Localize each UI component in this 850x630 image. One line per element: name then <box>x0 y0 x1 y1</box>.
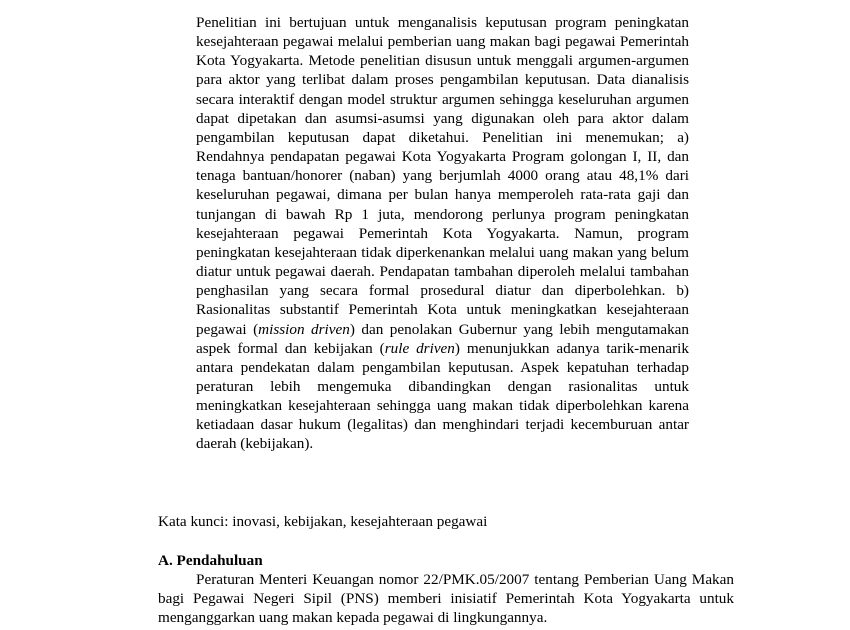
abstract-italic-mission-driven: mission driven <box>258 320 350 338</box>
section-heading-pendahuluan: A. Pendahuluan <box>158 552 263 569</box>
abstract-text-part-2: ) dan penolakan Gubernur yang lebih mengutamakan aspek formal dan kebijakan ( <box>196 320 690 357</box>
abstract-text-part-1: Penelitian ini bertujuan untuk menganalisis keputusan program peningkatan kesejahteraan pegawai melalui pemberian uang makan bagi pegawai Pemerintah Kota Yogyakarta. Metode penelitian disusun untuk menggali argumen-argumen para aktor yang terlibat dalam proses pengambilan keputusan. Data dianalisis secara interaktif dengan model struktur argumen sehingga keseluruhan argumen dapat dipetakan dan asumsi-asumsi yang digunakan oleh para aktor dalam pengambilan keputusan dapat diketahui. Penelitian ini menemukan; a) Rendahnya pendapatan pegawai Kota Yogyakarta Program golongan I, II, dan tenaga bantuan/honorer (naban) yang berjumlah 4000 orang atau 48,1% dari keseluruhan pegawai, dimana per bulan hanya memperoleh rata-rata gaji dan tunjangan di bawah Rp 1 juta, mendorong perlunya program peningkatan kesejahteraan pegawai Pemerintah Kota Yogyakarta. Namun, program peningkatan kesejahteraan tidak diperkenankan melalui uang makan yang belum diatur untuk pegawai daerah. Pendapatan tambahan diperoleh melalui tambahan penghasilan yang secara formal prosedural diatur dan diperbolehkan. b) Rasionalitas substantif Pemerintah Kota untuk meningkatkan kesejahteraan pegawai ( <box>196 14 689 338</box>
abstract-text-part-3: ) menunjukkan adanya tarik-menarik antara pendekatan dalam pengambilan keputusan. Aspek kepatuhan terhadap peraturan lebih mengemuka dibandingkan dengan rasionalitas untuk meningkatkan kesejahteraan sehingga uang makan tidak diperbolehkan karena ketiadaan dasar hukum (legalitas) dan menghindari terjadi kecemburuan antar daerah (kebijakan). <box>196 339 689 453</box>
intro-paragraph: Peraturan Menteri Keuangan nomor 22/PMK.05/2007 tentang Pemberian Uang Makan bagi Pegawai Negeri Sipil (PNS) memberi inisiatif Pemerintah Kota Yogyakarta untuk menganggarkan uang makan kepada pegawai di lingkungannya. <box>158 571 734 626</box>
abstract-paragraph <box>196 13 689 454</box>
keywords-line: Kata kunci: inovasi, kebijakan, kesejahteraan pegawai <box>158 513 488 530</box>
abstract-italic-rule-driven: rule driven <box>384 339 455 357</box>
